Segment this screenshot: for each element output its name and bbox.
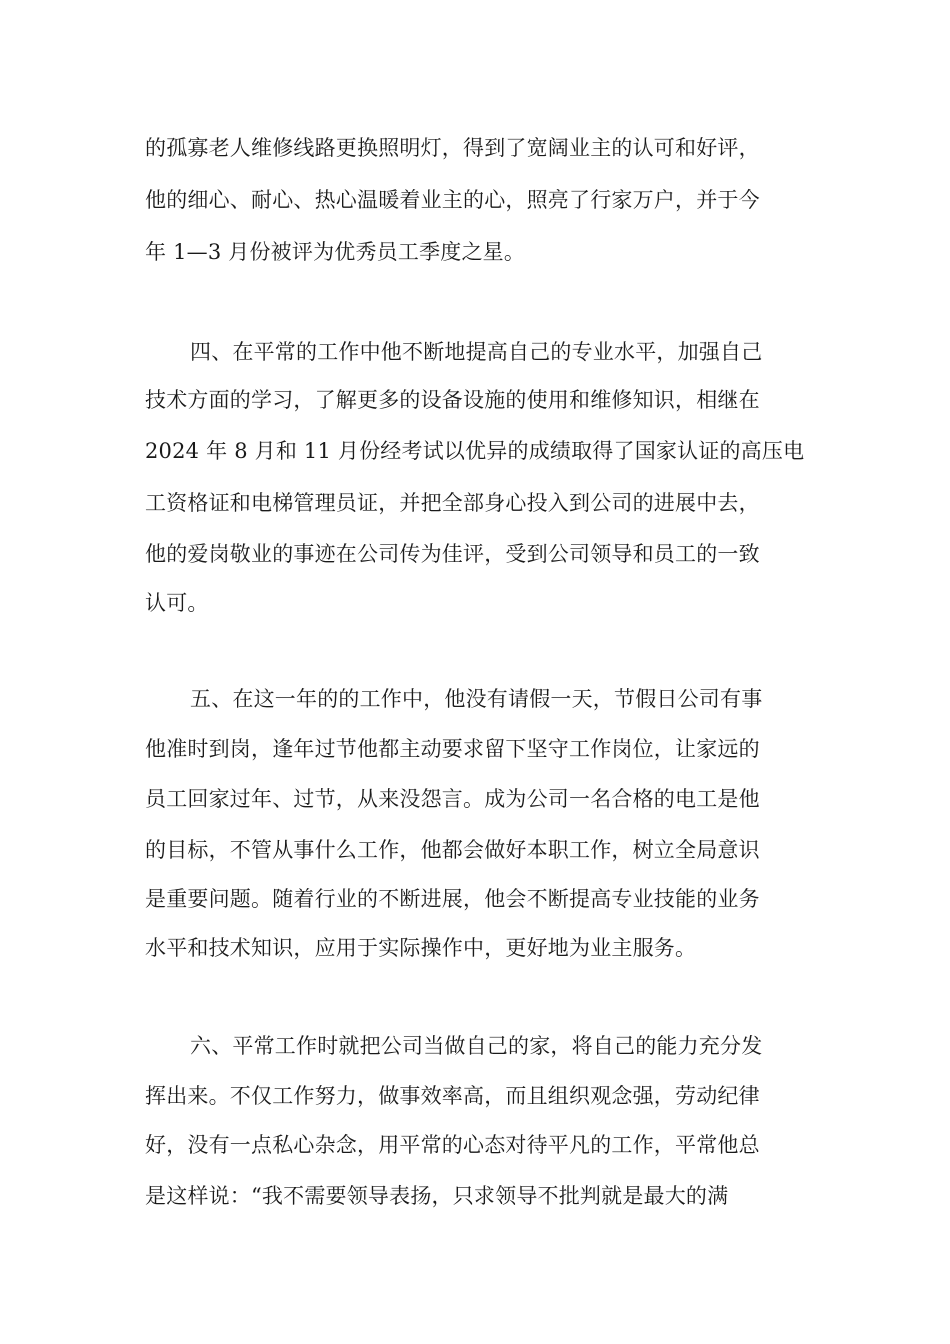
text-line: 认可。: [145, 591, 209, 615]
text-line: 2024 年 8 月和 11 月份经考试以优异的成绩取得了国家认证的高压电: [145, 439, 805, 463]
text-line: 是重要问题。随着行业的不断进展，他会不断提高专业技能的业务: [145, 887, 760, 911]
text-line: 水平和技术知识，应用于实际操作中，更好地为业主服务。: [145, 936, 697, 960]
text-line: 技术方面的学习，了解更多的设备设施的使用和维修知识，相继在: [145, 388, 760, 412]
text-line: 他的爱岗敬业的事迹在公司传为佳评，受到公司领导和员工的一致: [145, 542, 760, 566]
text-line: 年 1—3 月份被评为优秀员工季度之星。: [145, 240, 526, 264]
text-line: 工资格证和电梯管理员证，并把全部身心投入到公司的进展中去，: [145, 491, 760, 515]
text-line: 好，没有一点私心杂念，用平常的心态对待平凡的工作，平常他总: [145, 1133, 760, 1157]
text-line: 的目标，不管从事什么工作，他都会做好本职工作，树立全局意识: [145, 838, 760, 862]
text-line: 的孤寡老人维修线路更换照明灯，得到了宽阔业主的认可和好评，: [145, 136, 760, 160]
text-line: 五、在这一年的的工作中，他没有请假一天，节假日公司有事: [190, 687, 763, 711]
text-line: 六、平常工作时就把公司当做自己的家，将自己的能力充分发: [190, 1034, 763, 1058]
text-line: 挥出来。不仅工作努力，做事效率高，而且组织观念强，劳动纪律: [145, 1084, 760, 1108]
text-line: 员工回家过年、过节，从来没怨言。成为公司一名合格的电工是他: [145, 787, 760, 811]
text-line: 他的细心、耐心、热心温暖着业主的心，照亮了行家万户，并于今: [145, 188, 760, 212]
text-line: 是这样说：“我不需要领导表扬，只求领导不批判就是最大的满: [145, 1184, 729, 1208]
text-line: 四、在平常的工作中他不断地提高自己的专业水平，加强自己: [190, 340, 763, 364]
text-line: 他准时到岗，逢年过节他都主动要求留下坚守工作岗位，让家远的: [145, 737, 760, 761]
